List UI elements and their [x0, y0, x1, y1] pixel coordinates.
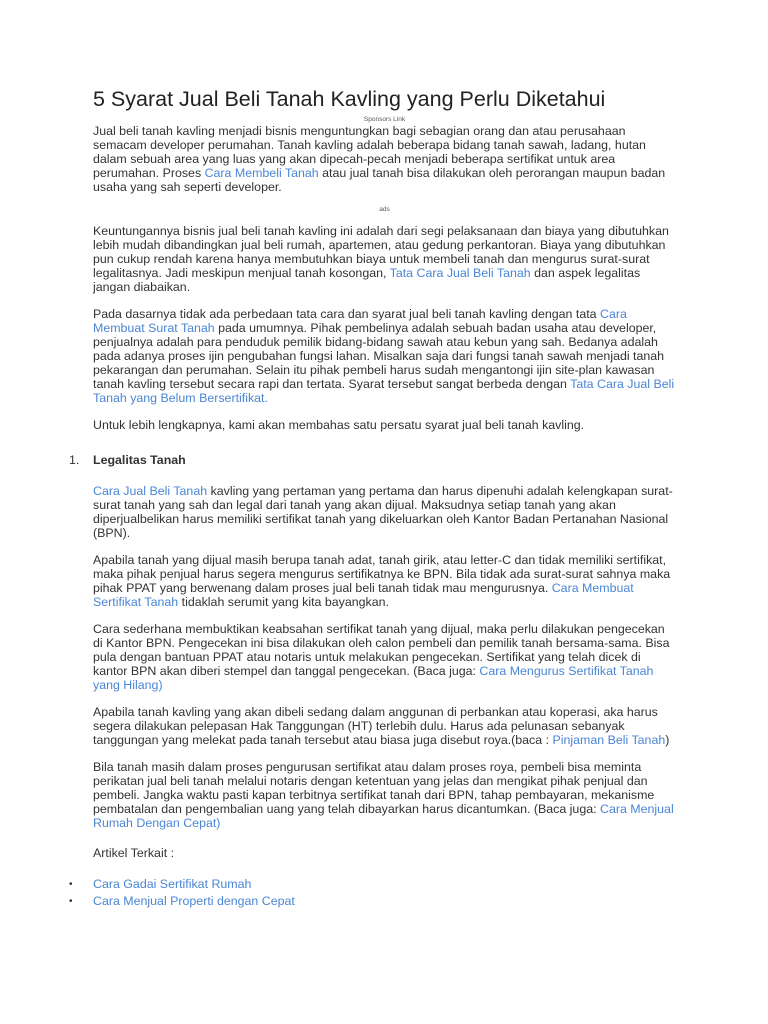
list-item — [69, 876, 676, 893]
link-tanah-belum-bersertifikat[interactable]: Tata Cara Jual Beli Tanah yang Belum Bersertifikat. — [93, 377, 675, 405]
link-gadai-sertifikat-rumah[interactable]: Cara Gadai Sertifikat Rumah — [93, 877, 252, 891]
bullet-icon: • — [69, 896, 73, 907]
paragraph-intro — [93, 124, 676, 194]
paragraph-text: Pada dasarnya tidak ada perbedaan tata cara dan syarat jual beli tanah kavling dengan tata — [93, 307, 600, 321]
paragraph-text: dan aspek legalitas jangan diabaikan. — [93, 266, 641, 294]
link-pinjaman-beli-tanah[interactable]: Pinjaman Beli Tanah — [552, 733, 666, 747]
paragraph-tanah-adat — [93, 553, 676, 609]
list-item — [69, 893, 676, 910]
paragraph-hak-tanggungan — [93, 705, 676, 747]
paragraph-pengecekan — [93, 622, 676, 692]
paragraph-text: atau jual tanah bisa dilakukan oleh perorangan maupun badan usaha yang sah seperti developer. — [93, 166, 666, 194]
paragraph-dasarnya — [93, 307, 676, 405]
paragraph-lengkapnya: Untuk lebih lengkapnya, kami akan membahas satu persatu syarat jual beli tanah kavling. — [93, 418, 585, 432]
section-number: 1. — [69, 453, 80, 467]
paragraph-text: Apabila tanah yang dijual masih berupa tanah adat, tanah girik, atau letter-C dan tidak memiliki sertifikat, maka pihak penjual harus segera mengurus sertifikatnya ke BPN. Bila tidak ada surat-surat sahnya maka pihak PPAT yang berwenang dalam proses jual beli tanah tidak mau mengurusnya. — [93, 553, 671, 595]
bullet-icon: • — [69, 879, 73, 890]
paragraph-text: Jual beli tanah kavling menjadi bisnis menguntungkan bagi sebagian orang dan atau perusahaan semacam developer perumahan. Tanah kavling adalah beberapa bidang tanah sawah, ladang, hutan dalam sebuah area yang luas yang akan dipecah-pecah menjadi beberapa sertifikat untuk area perumahan. Proses — [93, 124, 646, 180]
link-tata-cara-jual-beli-tanah[interactable]: Tata Cara Jual Beli Tanah — [389, 266, 531, 280]
ads-label: ads — [379, 206, 390, 213]
paragraph-text: Keuntungannya bisnis jual beli tanah kavling ini adalah dari segi pelaksanaan dan biaya yang dibutuhkan lebih mudah dibandingkan jual beli rumah, apartemen, atau gedung perkantoran. Biaya yang dibutuhkan pun cukup rendah karena hanya membutuhkan biaya untuk membeli tanah dan mengurus surat-surat legalitasnya. Jadi meskipun menjual tanah kosongan, — [93, 224, 669, 280]
paragraph-legalitas — [93, 484, 676, 540]
link-cara-membuat-sertifikat-tanah[interactable]: Cara Membuat Sertifikat Tanah — [93, 581, 634, 609]
paragraph-text: Apabila tanah kavling yang akan dibeli sedang dalam anggunan di perbankan atau koperasi, aka harus segera dilakukan pelepasan Hak Tanggungan (HT) terlebih dulu. Harus ada pelunasan sebanyak tanggungan yang melekat pada tanah tersebut atau biasa juga disebut roya.(baca : — [93, 705, 658, 747]
section-heading-text: Legalitas Tanah — [93, 453, 186, 467]
related-articles-title: Artikel Terkait : — [93, 846, 175, 860]
link-cara-membeli-tanah[interactable]: Cara Membeli Tanah — [204, 166, 319, 180]
sponsors-label: Sponsors Link — [363, 116, 406, 123]
paragraph-text: pada umumnya. Pihak pembelinya adalah sebuah badan usaha atau developer, penjualnya adalah para penduduk pemilik bidang-bidang sawah atau kebun yang sah. Bedanya adalah pada adanya proses ijin pengubahan fungsi lahan. Misalkan saja dari fungsi tanah sawah menjadi tanah pekarangan dan perumahan. Selain itu pihak pembeli harus sudah mengantongi ijin site-plan kawasan tanah kavling tersebut secara rapi dan tertata. Syarat tersebut sangat berbeda dengan — [93, 321, 665, 391]
link-cara-jual-beli-tanah[interactable]: Cara Jual Beli Tanah — [93, 484, 208, 498]
link-sertifikat-hilang[interactable]: Cara Mengurus Sertifikat Tanah yang Hilang) — [93, 664, 654, 692]
link-menjual-rumah-cepat[interactable]: Cara Menjual Rumah Dengan Cepat) — [93, 802, 674, 830]
link-menjual-properti[interactable]: Cara Menjual Properti dengan Cepat — [93, 894, 295, 908]
section-heading-legalitas — [69, 453, 676, 467]
paragraph-text: tidaklah serumit yang kita bayangkan. — [178, 595, 389, 609]
link-cara-membuat-surat-tanah[interactable]: Cara Membuat Surat Tanah — [93, 307, 627, 335]
paragraph-text: kavling yang pertaman yang pertama dan harus dipenuhi adalah kelengkapan surat-surat tanah yang sah dan legal dari tanah yang akan dijual. Maksudnya setiap tanah yang akan diperjualbelikan harus memiliki sertifikat tanah yang dikeluarkan oleh Kantor Badan Pertanahan Nasional (BPN). — [93, 484, 673, 540]
paragraph-text: ) — [665, 733, 670, 747]
paragraph-text: Bila tanah masih dalam proses pengurusan sertifikat atau dalam proses roya, pembeli bisa meminta perikatan jual beli tanah melalui notaris dengan ketentuan yang jelas dan mengikat pihak penjual dan pembeli. Jangka waktu pasti kapan terbitnya sertifikat tanah dari BPN, tahap pembayaran, mekanisme pembatalan dan pengembalian uang yang telah dibayarkan harus dicantumkan. (Baca juga: — [93, 760, 655, 816]
paragraph-text: Cara sederhana membuktikan keabsahan sertifikat tanah yang dijual, maka perlu dilakukan pengecekan di Kantor BPN. Pengecekan ini bisa dilakukan oleh calon pembeli dan pemilik tanah bersama-sama. Bisa pula dengan bantuan PPAT atau notaris untuk melakukan pengecekan. Sertifikat yang telah dicek di kantor BPN akan diberi stempel dan tanggal pengecekan. (Baca juga: — [93, 622, 670, 678]
paragraph-perikatan — [93, 760, 676, 830]
paragraph-keuntungan — [93, 224, 676, 294]
related-articles-list — [69, 876, 676, 910]
article-title: 5 Syarat Jual Beli Tanah Kavling yang Perlu Diketahui — [93, 87, 606, 111]
